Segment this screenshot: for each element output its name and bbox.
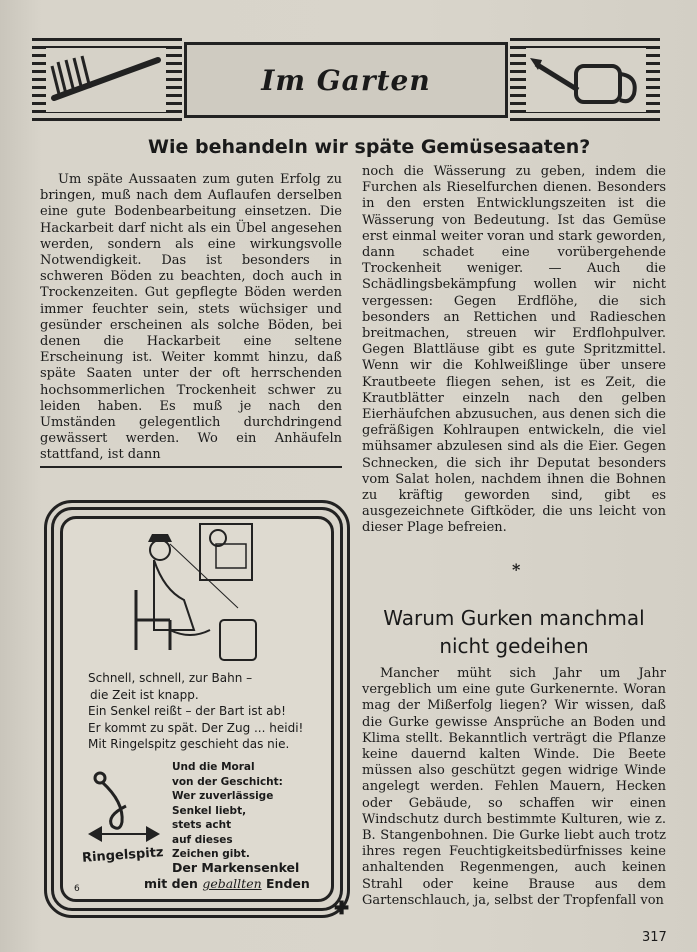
article1-right-column [362,164,666,537]
ad-slogan-prefix: mit den [144,876,198,891]
header-left-stripes [32,38,182,122]
ad-verse-line: Mit Ringelspitz geschieht das nie. [88,737,290,751]
section-title: Im Garten [261,63,431,97]
ad-moral-line: Zeichen gibt. [172,848,250,860]
separator-star: * [512,560,521,579]
header-title-box [184,42,508,118]
ad-verse-line: die Zeit ist knapp. [90,687,199,702]
ad-moral [172,760,283,862]
article2-headline [362,604,666,660]
article2-headline-line1: Warum Gurken manchmal [383,606,645,630]
ad-moral-line: von der Geschicht: [172,775,283,788]
article1-left-paragraph: Um späte Aussaaten zum guten Erfolg zu bringen, muß nach dem Auflaufen derselben eine gute Bodenbearbeitung einsetzen. Die Hackarbeit darf nicht als ein Übel angesehen werden, sondern als eine wirkungsvolle Notwendigkeit. Das ist besonders in schweren Böden zu beachten, doch auch in Trockenzeiten. Gut gepflegte Böden werden immer feuchter sein, stets wüchsiger und gesünder erscheinen als solche Böden, bei denen die Hackarbeit eine seltene Erscheinung ist. Weiter kommt hinzu, daß späte Saaten unter der oft herrschenden hochsommerlichen Trockenheit schwer zu leiden haben. Es muß je nach den Umständen gelegentlich durchdringend gewässert werden. Wo ein Anhäufeln stattfand, ist dann [40,172,342,463]
ad-moral-line: Und die Moral [172,761,255,773]
ringelspitz-logo [81,768,165,878]
ad-verse-line: Schnell, schnell, zur Bahn – [88,671,253,685]
ad-moral-line: Senkel liebt, [172,804,247,817]
ad-slogan-suffix: Enden [266,876,310,891]
watering-can-icon [526,48,646,112]
article2-column [362,666,666,909]
ad-slogan-line1: Der Markensenkel [172,860,300,875]
article1-right-paragraph: noch die Wässerung zu geben, indem die Furchen als Rieselfurchen dienen. Besonders in den ersten Entwicklungszeiten ist die Wässerung von Bedeutung. Ist das Gemüse erst einmal weiter voran und stark geworden, dann schadet eine vorübergehende Trockenheit weniger. — Auch die Schädlingsbekämpfung wollen wir nicht vergessen: Gegen Erdflöhe, die sich besonders an Rettichen und Radieschen breitmachen, streuen wir Erdflohpulver. Gegen Blattläuse gibt es gute Spritzmittel. Wenn wir die Kohlweißlinge über unsere Krautbeete fliegen sehen, ist es Zeit, die Krautblätter einzeln nach den gelben Eierhäufchen abzusuchen, aus denen sich die gefräßigen Kohlraupen entwickeln, die viel mühsamer abzulesen sind als die Eier. Gegen Schnecken, die sich ihr Deputat besonders vom Salat holen, nachdem ihnen die Bohnen zu kräftig geworden sind, gibt es ausgezeichnete Giftköder, die uns leicht von dieser Plage befreien. [362,164,666,536]
ad-verse-line: Er kommt zu spät. Der Zug ... heidi! [88,720,304,735]
column-rule [40,466,342,468]
section-header [32,38,660,122]
article1-left-column [40,172,342,464]
article2-paragraph: Mancher müht sich Jahr um Jahr vergeblich um eine gute Gurkenernte. Woran mag der Mißerfolg liegen? Wir wissen, daß die Gurke gewisse Ansprüche an Boden und Klima stellt. Bekanntlich verträgt die Pflanze keine dauernd kalten Winde. Die Beete müssen also geschützt gegen widrige Winde angelegt werden. Fehlen Mauern, Hecken oder Gebäude, so schaffen wir einen Windschutz durch bestimmte Kulturen, wie z. B. Stangenbohnen. Die Gurke liebt auch trotz ihres regen Feuchtigkeitsbedürfnisses keine anhaltenden Regenmengen, auch keinen Strahl oder keine Brause aus dem Gartenschlauch, ja, selbst der Tropfenfall von [362,666,666,908]
man-with-broken-lace-illustration [130,520,310,670]
ad-number: 6 [74,884,80,894]
page-number: 317 [642,930,667,945]
ad-slogan-script: geballten [202,876,262,891]
ad-moral-line: auf dieses [172,833,233,846]
ad-verse [88,670,303,753]
ad-moral-line: Wer zuverlässige [172,790,274,802]
brand-name: Ringelspitz [81,845,165,866]
ad-moral-line: stets acht [172,819,232,831]
article1-headline: Wie behandeln wir späte Gemüsesaaten? [148,136,591,158]
article2-headline-line2: nicht gedeihen [439,634,589,658]
rake-icon [46,48,166,112]
header-right-stripes [510,38,660,122]
ad-slogan [144,860,310,892]
ad-slogan-line2 [144,876,310,892]
ad-verse-line: Ein Senkel reißt – der Bart ist ab! [88,704,286,718]
shoelace-advertisement [44,500,354,920]
cross-mark-icon: ✚ [334,898,350,919]
